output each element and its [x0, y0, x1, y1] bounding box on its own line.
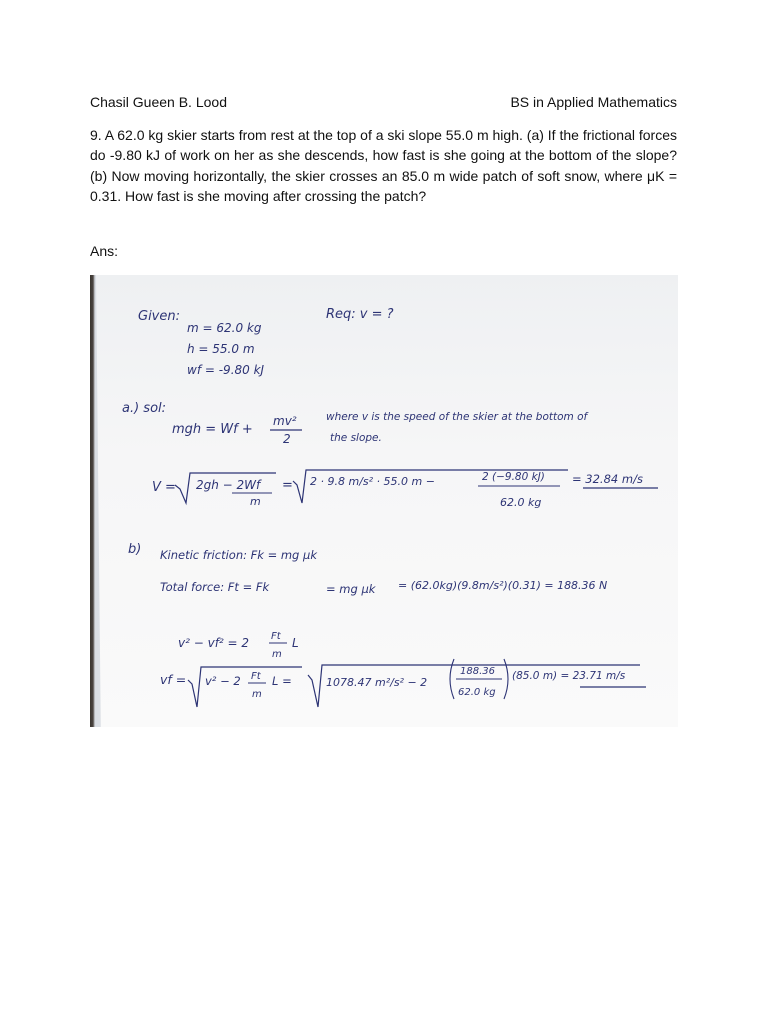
answer-label: Ans:: [90, 243, 119, 259]
part-a-note-line1: where v is the speed of the skier at the bottom of: [326, 411, 588, 423]
part-b-kinematics-tail: L: [292, 636, 299, 650]
part-b-vf: vf =: [160, 672, 187, 687]
part-b-radical1-frac-den: m: [252, 689, 262, 700]
header-program: BS in Applied Mathematics: [510, 94, 677, 110]
part-a-energy-den: 2: [283, 432, 291, 446]
part-b-kinematics-frac-num: Ft: [271, 631, 281, 642]
part-b-radical2-den: 62.0 kg: [458, 687, 496, 698]
part-b-label: b): [128, 542, 142, 557]
part-b-radical2-tail: (85.0 m) = 23.71 m/s: [512, 670, 626, 682]
part-a-radical2-num: 2 (−9.80 kJ): [482, 471, 545, 483]
part-b-radical1-frac-num: Ft: [251, 671, 261, 682]
header-student-name: Chasil Gueen B. Lood: [90, 94, 227, 110]
part-a-v: V =: [152, 480, 176, 495]
part-a-energy-num: mv²: [273, 414, 297, 428]
part-a-equals: =: [282, 478, 293, 493]
part-a-energy-eq: mgh = Wf +: [172, 422, 253, 437]
part-b-kinematics-frac-den: m: [272, 649, 282, 660]
part-b-kinematics-eq: v² − vf² = 2: [178, 636, 250, 650]
part-a-radical2: 2 · 9.8 m/s² · 55.0 m −: [310, 475, 435, 488]
part-a-radical1: 2gh − 2Wf: [196, 478, 261, 492]
given-height: h = 55.0 m: [187, 342, 255, 356]
required-label: Req: v = ?: [326, 307, 394, 322]
problem-statement: 9. A 62.0 kg skier starts from rest at the top of a ski slope 55.0 m high. (a) If the frictional forces do -9.80 kJ of work on her as she descends, how fast is she going at the bottom of the slope? (b) Now moving horizontally, the skier crosses an 85.0 m wide patch of soft snow, where μK = 0.31. How fast is she moving after crossing the patch?: [90, 127, 677, 205]
handwritten-solution-photo: [90, 275, 678, 727]
given-work: wf = -9.80 kJ: [187, 363, 265, 377]
part-b-total-force: Total force: Ft = Fk: [160, 580, 270, 594]
part-a-result: = 32.84 m/s: [572, 472, 643, 486]
part-a-radical2-den: 62.0 kg: [500, 496, 542, 509]
part-b-total-force-mid: = mg μk: [326, 582, 376, 596]
given-mass: m = 62.0 kg: [187, 321, 262, 335]
given-label: Given:: [138, 309, 180, 324]
part-a-radical1-den: m: [250, 495, 261, 508]
part-a-note-line2: the slope.: [330, 432, 382, 444]
handwriting-layer: [90, 275, 678, 727]
part-b-total-force-value: = (62.0kg)(9.8m/s²)(0.31) = 188.36 N: [398, 579, 608, 592]
part-b-kinetic-friction: Kinetic friction: Fk = mg μk: [160, 548, 317, 562]
part-b-radical1-tail: L =: [272, 674, 292, 688]
part-a-label: a.) sol:: [122, 401, 167, 416]
part-b-radical2: 1078.47 m²/s² − 2: [326, 676, 428, 689]
part-b-radical2-num: 188.36: [460, 666, 495, 677]
part-b-radical1: v² − 2: [205, 674, 241, 688]
